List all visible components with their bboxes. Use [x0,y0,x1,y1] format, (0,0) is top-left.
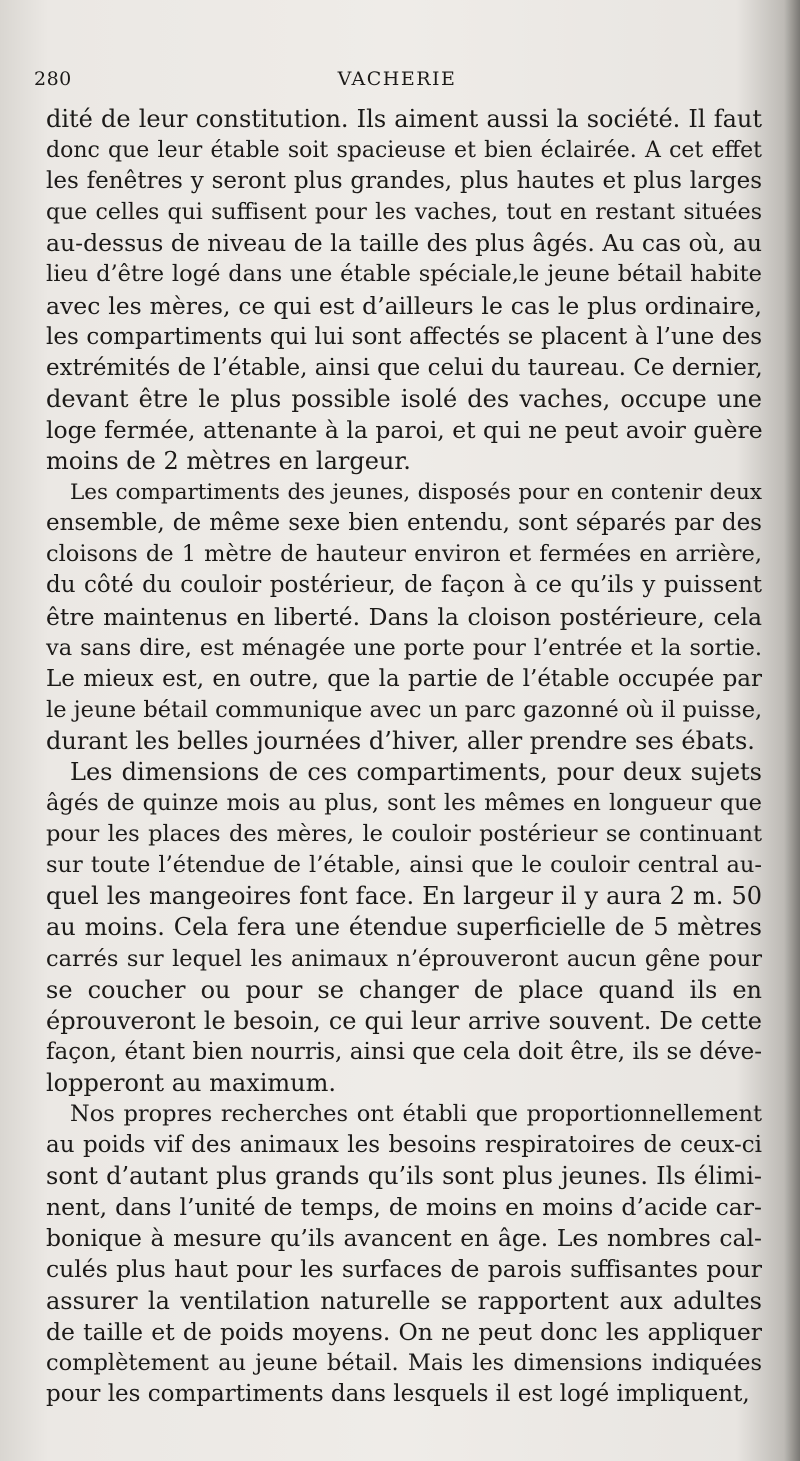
text-line: le jeune bétail communique avec un parc gazonné où il puisse, [46,696,763,723]
paragraph [46,757,762,1099]
text-line: donc que leur étable soit spacieuse et bien éclairée. A cet effet [46,138,762,164]
text-line: assurer la ventilation naturelle se rapportent aux adultes [46,1286,762,1315]
text-line: culés plus haut pour les surfaces de parois suffisantes pour [46,1255,762,1284]
page-number: 280 [34,68,72,90]
paragraph [46,477,762,757]
text-line: sur toute l’étendue de l’étable, ainsi que le couloir central au- [46,852,762,879]
running-head [34,68,760,98]
text-line: pour les compartiments dans lesquels il est logé impliquent, [46,1380,750,1407]
text-line: que celles qui suffisent pour les vaches, tout en restant situées [46,200,762,226]
text-line: dité de leur constitution. Ils aiment aussi la société. Il faut [46,105,762,133]
paragraph [46,1099,762,1410]
text-line: âgés de quinze mois au plus, sont les mêmes en longueur que [46,790,762,817]
text-line: être maintenus en liberté. Dans la cloison postérieure, cela [46,602,762,631]
text-line: Nos propres recherches ont établi que proportionnellement [70,1101,762,1127]
text-line: au moins. Cela fera une étendue superficielle de 5 mètres [46,913,762,942]
text-line: les fenêtres y seront plus grandes, plus hautes et plus larges [46,168,762,195]
text-line: pour les places des mères, le couloir postérieur se continuant [46,821,762,848]
text-line: au-dessus de niveau de la taille des plus âgés. Au cas où, au [46,229,762,258]
text-line: façon, étant bien nourris, ainsi que cela doit être, ils se déve- [46,1038,762,1065]
text-line: extrémités de l’étable, ainsi que celui du taureau. Ce dernier, [46,354,763,381]
text-line: bonique à mesure qu’ils avancent en âge. Les nombres cal- [46,1224,762,1253]
text-line: de taille et de poids moyens. On ne peut donc les appliquer [46,1317,762,1346]
body-text [46,104,762,1410]
paragraph [46,104,762,477]
text-line: nent, dans l’unité de temps, de moins en moins d’acide car- [46,1193,762,1222]
text-line: sont d’autant plus grands qu’ils sont plus jeunes. Ils élimi- [46,1162,762,1191]
text-line: les compartiments qui lui sont affectés se placent à l’une des [46,323,762,350]
text-line: quel les mangeoires font face. En largeur il y aura 2 m. 50 [46,882,762,911]
text-line: carrés sur lequel les animaux n’éprouveront aucun gêne pour [46,945,762,972]
text-line: se coucher ou pour se changer de place quand ils en [46,975,762,1004]
text-line: du côté du couloir postérieur, de façon à ce qu’ils y puissent [46,572,762,599]
text-line: éprouveront le besoin, ce qui leur arrive souvent. De cette [46,1006,762,1035]
text-line: lieu d’être logé dans une étable spéciale,le jeune bétail habite [46,261,762,288]
text-line: cloisons de 1 mètre de hauteur environ et fermées en arrière, [46,541,762,568]
text-line: Le mieux est, en outre, que la partie de l’étable occupée par [46,665,762,692]
text-line: va sans dire, est ménagée une porte pour l’entrée et la sortie. [46,634,762,661]
text-line: moins de 2 mètres en largeur. [46,447,411,476]
text-line: au poids vif des animaux les besoins respiratoires de ceux-ci [46,1132,762,1159]
running-title: VACHERIE [337,68,457,90]
text-line: avec les mères, ce qui est d’ailleurs le cas le plus ordinaire, [46,291,762,320]
text-line: loge fermée, attenante à la paroi, et qui ne peut avoir guère [46,415,763,444]
text-line: Les compartiments des jeunes, disposés pour en contenir deux [70,480,762,506]
text-line: ensemble, de même sexe bien entendu, sont séparés par des [46,510,762,537]
text-line: Les dimensions de ces compartiments, pour deux sujets [70,757,762,786]
text-line: lopperont au maximum. [46,1068,336,1097]
text-line: devant être le plus possible isolé des vaches, occupe une [46,384,762,413]
text-line: durant les belles journées d’hiver, aller prendre ses ébats. [46,726,755,755]
text-line: complètement au jeune bétail. Mais les dimensions indiquées [46,1349,762,1376]
